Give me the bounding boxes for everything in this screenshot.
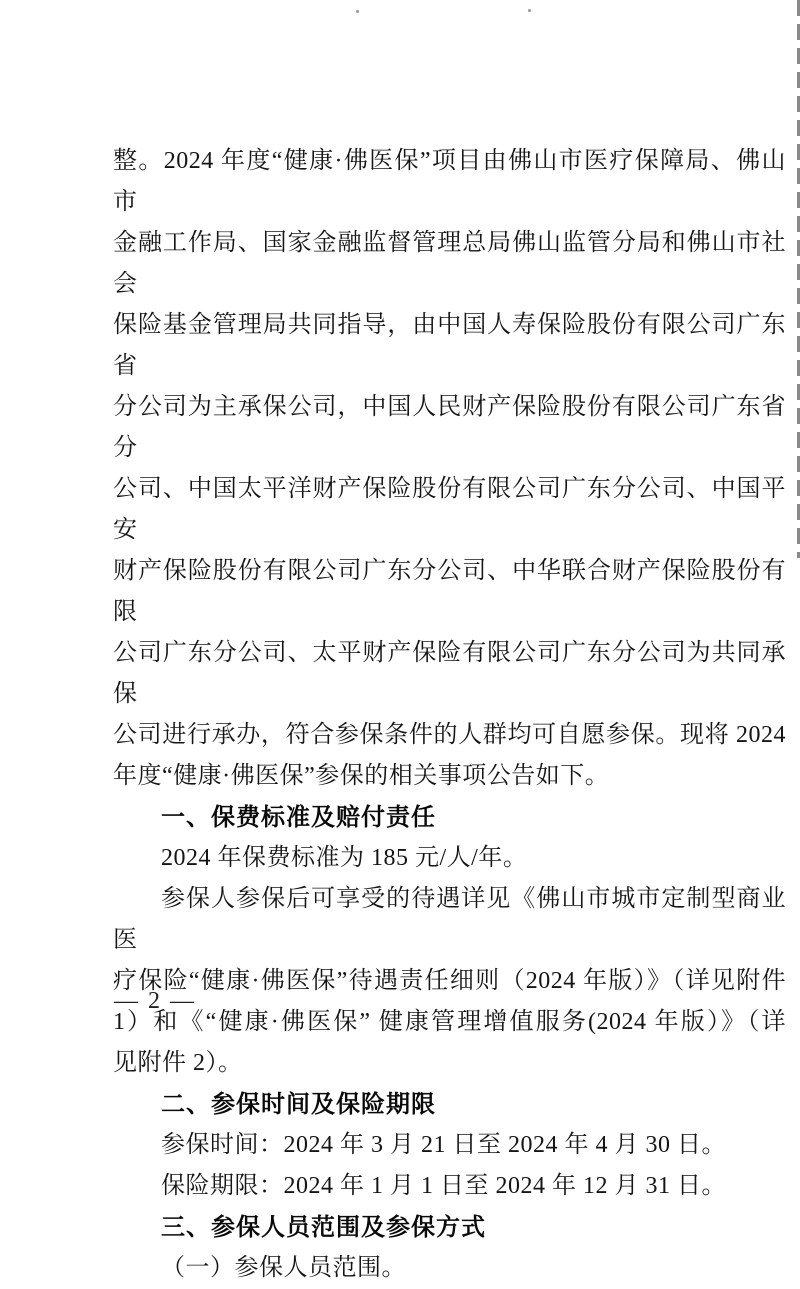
- scan-speck: [356, 10, 359, 13]
- doc-line: 保险基金管理局共同指导，由中国人寿保险股份有限公司广东省: [113, 312, 786, 379]
- doc-line: 分公司为主承保公司，中国人民财产保险股份有限公司广东省分: [113, 394, 786, 461]
- document-body-text: [113, 141, 786, 1289]
- section-heading-1: 一、保费标准及赔付责任: [161, 804, 436, 831]
- doc-line: （一）参保人员范围。: [161, 1255, 406, 1281]
- doc-line: 公司广东分公司、太平财产保险有限公司广东分公司为共同承保: [113, 640, 786, 707]
- doc-line: 金融工作局、国家金融监督管理总局佛山监管分局和佛山市社会: [113, 230, 786, 297]
- doc-line: 见附件 2）。: [113, 1050, 243, 1076]
- doc-line: 2024 年保费标准为 185 元/人/年。: [161, 845, 528, 871]
- doc-line: 年度“健康·佛医保”参保的相关事项公告如下。: [113, 763, 610, 789]
- doc-line: 整。2024 年度“健康·佛医保”项目由佛山市医疗保障局、佛山市: [113, 148, 786, 215]
- section-heading-3: 三、参保人员范围及参保方式: [161, 1214, 486, 1241]
- doc-line: 疗保险“健康·佛医保”待遇责任细则（2024 年版）》（详见附件: [113, 968, 786, 994]
- doc-line: 公司进行承办，符合参保条件的人群均可自愿参保。现将 2024: [113, 722, 786, 748]
- section-heading-2: 二、参保时间及保险期限: [161, 1091, 436, 1118]
- doc-line: 财产保险股份有限公司广东分公司、中华联合财产保险股份有限: [113, 558, 786, 625]
- doc-line: 参保时间：2024 年 3 月 21 日至 2024 年 4 月 30 日。: [161, 1132, 726, 1158]
- doc-line: 保险期限：2024 年 1 月 1 日至 2024 年 12 月 31 日。: [161, 1173, 726, 1199]
- page-number: — 2 —: [114, 988, 196, 1014]
- scan-speck: [528, 9, 531, 12]
- doc-line: 公司、中国太平洋财产保险股份有限公司广东分公司、中国平安: [113, 476, 786, 543]
- doc-line: 参保人参保后可享受的待遇详见《佛山市城市定制型商业医: [113, 886, 786, 953]
- doc-line: 1）和《“健康·佛医保” 健康管理增值服务(2024 年版）》（详: [113, 1009, 786, 1035]
